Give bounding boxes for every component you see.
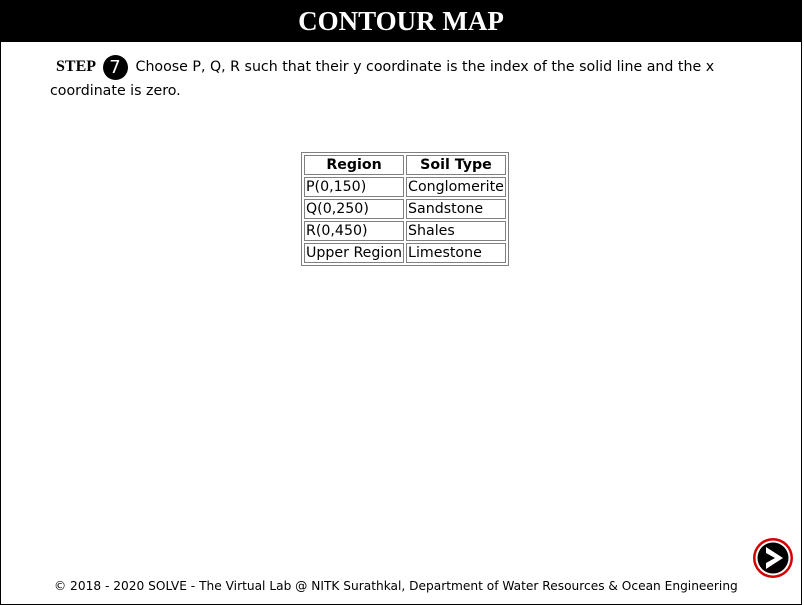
cell-region: Q(0,250) bbox=[304, 199, 404, 219]
header-soil-type: Soil Type bbox=[406, 155, 506, 175]
step-instruction bbox=[50, 55, 794, 103]
cell-soil-type: Conglomerite bbox=[408, 179, 504, 195]
table-row bbox=[304, 199, 506, 219]
page-header bbox=[0, 0, 802, 42]
cell-soil-type: Limestone bbox=[406, 243, 506, 263]
footer-text: © 2018 - 2020 SOLVE - The Virtual Lab @ NITK Surathkal, Department of Water Resources & Ocean Engineering bbox=[54, 579, 738, 593]
next-button[interactable] bbox=[752, 537, 794, 579]
table-row bbox=[304, 221, 506, 241]
cell-region: R(0,450) bbox=[304, 221, 404, 241]
step-text: Choose P, Q, R such that their y coordinate is the index of the solid line and the x coordinate is zero. bbox=[50, 59, 715, 99]
header-region: Region bbox=[304, 155, 404, 175]
page-title: CONTOUR MAP bbox=[298, 6, 504, 36]
table-header-row bbox=[304, 155, 506, 175]
cell-region: Upper Region bbox=[306, 245, 403, 261]
table-row bbox=[304, 177, 506, 197]
step-label: STEP bbox=[56, 58, 97, 75]
soil-type-table bbox=[301, 152, 509, 266]
next-arrow-icon bbox=[752, 537, 794, 579]
cell-region: P(0,150) bbox=[304, 177, 404, 197]
step-number-badge: 7 bbox=[103, 55, 128, 80]
table-row bbox=[304, 243, 506, 263]
cell-soil-type: Shales bbox=[406, 221, 506, 241]
footer-copyright bbox=[54, 577, 738, 595]
cell-soil-type: Sandstone bbox=[406, 199, 506, 219]
